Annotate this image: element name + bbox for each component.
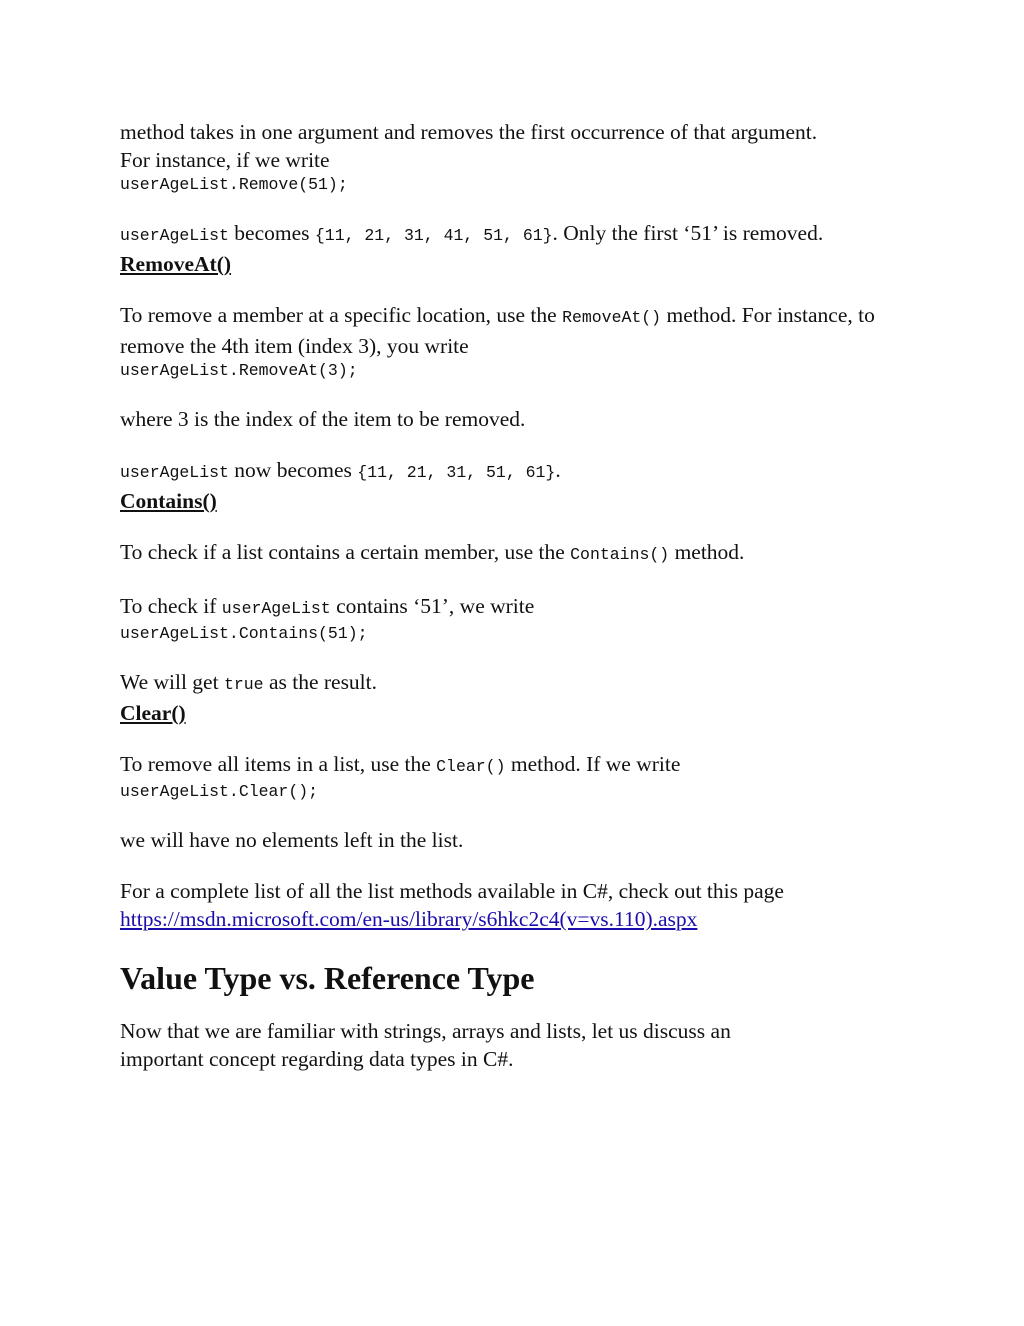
document-page	[120, 118, 920, 1073]
text: method. For instance, to remove the 4th item (index 3), you write	[120, 303, 875, 358]
text: contains ‘51’, we write	[330, 594, 535, 618]
paragraph-removeat-result	[120, 456, 920, 487]
paragraph-removeat	[120, 301, 920, 360]
inline-code: Contains()	[570, 545, 670, 564]
inline-code: {11, 21, 31, 41, 51, 61}	[314, 226, 553, 245]
text: To remove a member at a specific location, use the	[120, 303, 563, 327]
msdn-link[interactable]: https://msdn.microsoft.com/en-us/library/s6hkc2c4(v=vs.110).aspx	[120, 907, 698, 931]
paragraph-complete-list	[120, 877, 920, 933]
text: .	[555, 458, 561, 482]
paragraph-clear-result: we will have no elements left in the list.	[120, 828, 464, 852]
paragraph-remove-intro	[120, 118, 920, 174]
code-clear: userAgeList.Clear();	[120, 782, 319, 801]
text: now becomes	[228, 458, 358, 482]
text: important concept regarding data types in C#.	[120, 1047, 514, 1071]
text: method.	[669, 540, 745, 564]
text: . Only the first ‘51’ is removed.	[552, 221, 824, 245]
code-remove: userAgeList.Remove(51);	[120, 175, 348, 194]
paragraph-clear	[120, 750, 920, 781]
text: For instance, if we write	[120, 148, 330, 172]
text: Now that we are familiar with strings, arrays and lists, let us discuss an	[120, 1019, 731, 1043]
heading-contains: Contains()	[120, 489, 217, 513]
text: method. If we write	[505, 752, 681, 776]
inline-code: userAgeList	[221, 599, 331, 618]
text: To check if a list contains a certain member, use the	[120, 540, 571, 564]
paragraph-section-intro	[120, 1017, 920, 1073]
code-removeat: userAgeList.RemoveAt(3);	[120, 361, 358, 380]
inline-code: userAgeList	[120, 463, 229, 482]
paragraph-contains	[120, 538, 920, 569]
text: To remove all items in a list, use the	[120, 752, 437, 776]
inline-code: RemoveAt()	[562, 308, 662, 327]
text: For a complete list of all the list methods available in C#, check out this page	[120, 879, 784, 903]
paragraph-contains-result	[120, 668, 920, 699]
section-heading: Value Type vs. Reference Type	[120, 960, 535, 996]
paragraph-contains-check	[120, 592, 920, 623]
text: method takes in one argument and removes the first occurrence of that argument.	[120, 120, 818, 144]
code-contains: userAgeList.Contains(51);	[120, 624, 368, 643]
inline-code: userAgeList	[120, 226, 229, 245]
paragraph-where: where 3 is the index of the item to be removed.	[120, 407, 526, 431]
text: To check if	[120, 594, 222, 618]
inline-code: true	[223, 675, 264, 694]
text: We will get	[120, 670, 224, 694]
heading-clear: Clear()	[120, 701, 186, 725]
inline-code: Clear()	[436, 757, 506, 776]
inline-code: {11, 21, 31, 51, 61}	[357, 463, 556, 482]
text: as the result.	[263, 670, 378, 694]
heading-removeat: RemoveAt()	[120, 252, 232, 276]
text: becomes	[228, 221, 315, 245]
paragraph-remove-result	[120, 219, 920, 250]
